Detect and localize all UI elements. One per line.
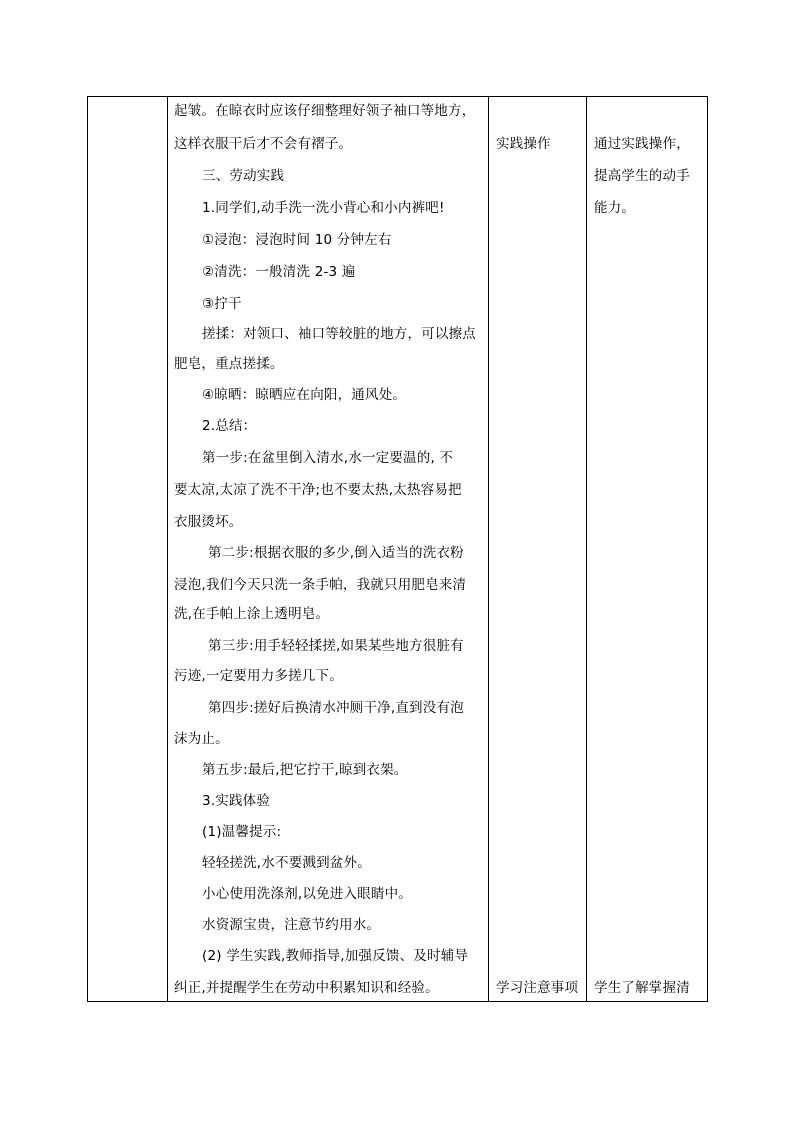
- content-line: 水资源宝贵，注意节约用水。: [202, 917, 381, 933]
- intent-line: 提高学生的动手: [594, 168, 690, 184]
- content-line: 第二步:根据衣服的多少,倒入适当的洗衣粉: [208, 545, 464, 561]
- content-line: 2.总结：: [202, 418, 257, 434]
- content-line: 3.实践体验: [202, 793, 271, 809]
- content-line: 要太凉,太凉了洗不干净;也不要太热,太热容易把: [174, 482, 462, 498]
- content-line: 衣服烫坏。: [174, 514, 243, 530]
- content-line: 这样衣服干后才不会有褶子。: [174, 136, 353, 152]
- intent-line: 通过实践操作，: [594, 136, 690, 152]
- blank-cell: [88, 97, 168, 1002]
- content-line: ④晾晒：晾晒应在向阳，通风处。: [202, 387, 407, 403]
- content-line: (2) 学生实践,教师指导,加强反馈、及时辅导: [202, 948, 469, 964]
- activity-label: 学习注意事项: [496, 980, 579, 996]
- content-line: (1)温馨提示:: [202, 824, 282, 840]
- content-line: 洗,在手帕上涂上透明皂。: [174, 606, 330, 622]
- content-line: 小心使用洗涤剂,以免进入眼睛中。: [202, 886, 412, 902]
- activity-label: 实践操作: [496, 136, 551, 152]
- lesson-plan-table: [87, 96, 708, 1002]
- content-line: ②清洗：一般清洗 2-3 遍: [202, 264, 356, 280]
- content-line: 肥皂，重点搓揉。: [174, 356, 284, 372]
- design-intent-cell: [587, 97, 708, 1002]
- content-line: ①浸泡：浸泡时间 10 分钟左右: [202, 232, 392, 248]
- content-line: 轻轻搓洗,水不要溅到盆外。: [202, 855, 371, 871]
- content-line: 搓揉：对领口、袖口等较脏的地方，可以擦点: [202, 326, 476, 342]
- content-line: 浸泡,我们今天只洗一条手帕，我就只用肥皂来清: [174, 577, 467, 593]
- content-line: 第五步:最后,把它拧干,晾到衣架。: [202, 762, 408, 778]
- section-heading: 三、劳动实践: [202, 168, 285, 184]
- content-line: 第一步:在盆里倒入清水,水一定要温的, 不: [202, 450, 454, 466]
- content-line: 第三步:用手轻轻揉搓,如果某些地方很脏有: [208, 638, 464, 654]
- content-line: 污迹,一定要用力多搓几下。: [174, 668, 343, 684]
- content-line: 第四步:搓好后换清水冲厕干净,直到没有泡: [208, 700, 464, 716]
- content-line: 纠正,并提醒学生在劳动中积累知识和经验。: [174, 980, 439, 996]
- content-line: 沫为止。: [174, 731, 229, 747]
- intent-line: 能力。: [594, 200, 636, 216]
- teaching-content-cell: [168, 97, 489, 1002]
- intent-line: 学生了解掌握清: [594, 980, 690, 996]
- content-line: ③拧干: [202, 296, 242, 312]
- content-line: 1.同学们,动手洗一洗小背心和小内裤吧!: [202, 200, 445, 216]
- table-row: [88, 97, 708, 1002]
- activity-cell: [489, 97, 587, 1002]
- content-line: 起皱。在晾衣时应该仔细整理好领子袖口等地方，: [174, 103, 476, 119]
